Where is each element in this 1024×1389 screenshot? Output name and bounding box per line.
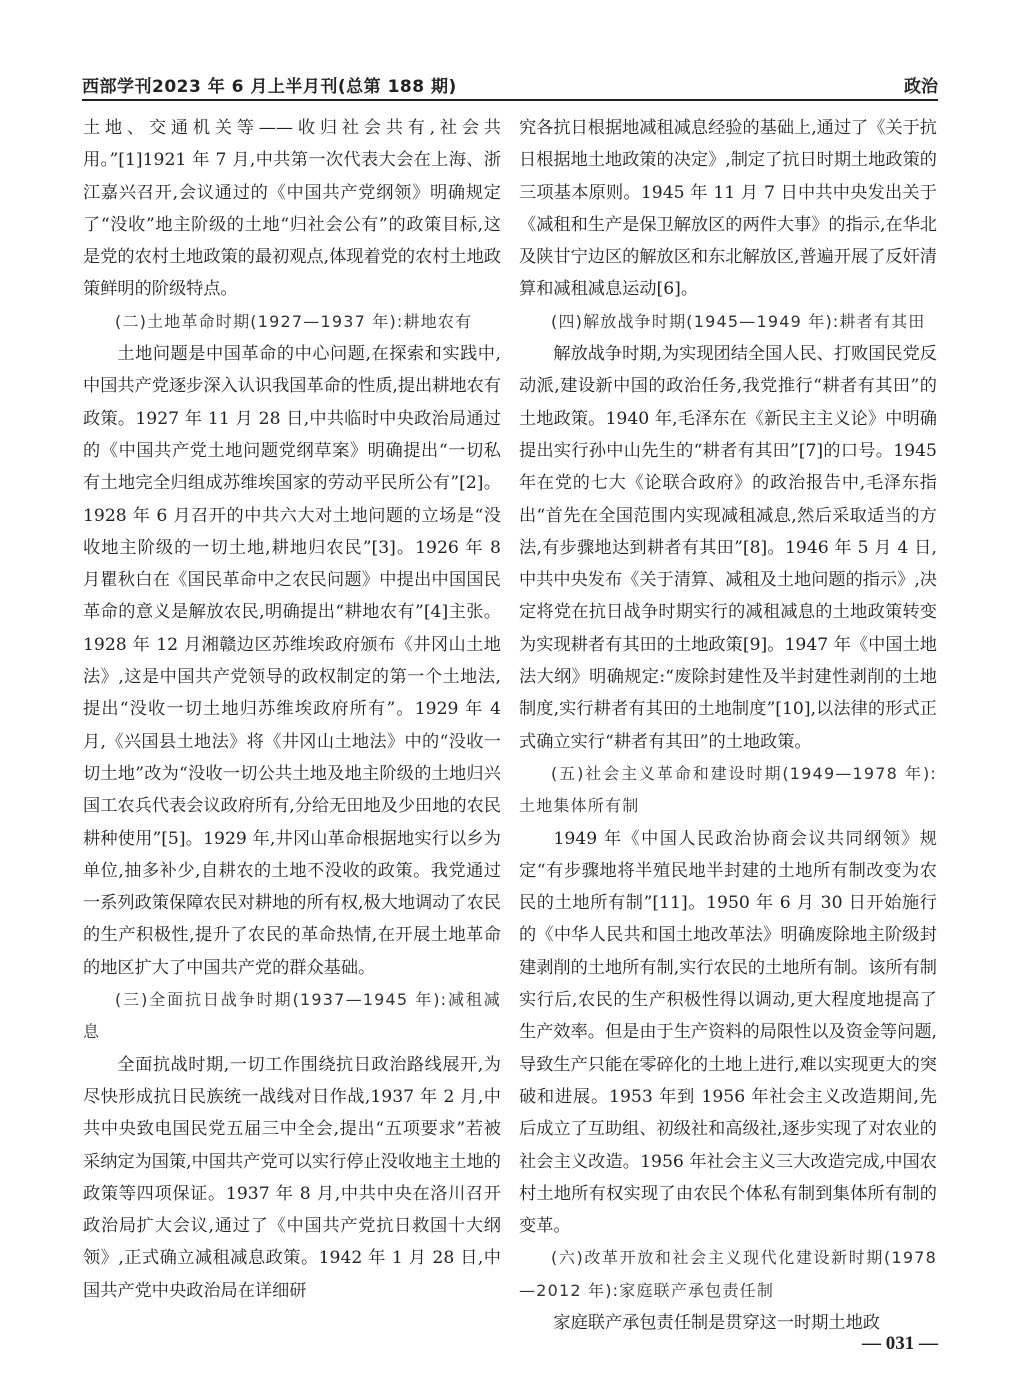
section-name: 政治: [904, 77, 938, 97]
running-header: [82, 72, 938, 102]
paragraph: 全面抗战时期,一切工作围绕抗日政治路线展开,为尽快形成抗日民族统一战线对日作战,1937 年 2 月,中共中央致电国民党五届三中全会,提出“五项要求”若被采纳定为国策,中国共产党可以实行停止没收地主土地的政策等四项保证。1937 年 8 月,中共中央在洛川召开政治局扩大会议,通过了《中国共产党抗日救国十大纲领》,正式确立减租减息政策。1942 年 1 月 28 日,中国共产党中央政治局在详细研: [83, 1054, 501, 1301]
paragraph: 家庭联产承包责任制是贯穿这一时期土地政: [553, 1312, 880, 1333]
header-rule: [82, 99, 938, 101]
paragraph: 解放战争时期,为实现团结全国人民、打败国民党反动派,建设新中国的政治任务,我党推行“耕者有其田”的土地政策。1940 年,毛泽东在《新民主主义论》中明确提出实行孙中山先生的“耕者有其田”[7]的口号。1945 年在党的七大《论联合政府》的政治报告中,毛泽东指出“首先在全国范围内实现减租减息,然后采取适当的方法,有步骤地达到耕者有其田”[8]。1946 年 5 月 4 日,中共中央发布《关于清算、减租及土地问题的指示》,决定将党在抗日战争时期实行的减租减息的土地政策转变为实现耕者有其田的土地政策[9]。1947 年《中国土地法大纲》明确规定:“废除封建性及半封建性剥削的土地制度,实行耕者有其田的土地制度”[10],以法律的形式正式确立实行“耕者有其田”的土地政策。: [519, 344, 937, 752]
issue-info: 2023 年 6 月上半月刊(总第 188 期): [152, 77, 457, 97]
page-number: — 031 —: [862, 1333, 938, 1354]
section-heading: (二)土地革命时期(1927—1937 年):耕地农有: [115, 311, 473, 331]
section-heading: (四)解放战争时期(1945—1949 年):耕者有其田: [551, 311, 926, 331]
journal-issue: [82, 72, 457, 97]
paragraph: 1949 年《中国人民政治协商会议共同纲领》规定“有步骤地将半殖民地半封建的土地所有制改变为农民的土地所有制”[11]。1950 年 6 月 30 日开始施行的《中华人民共和国土地改革法》明确废除地主阶级封建剥削的土地所有制,实行农民的土地所有制。该所有制实行后,农民的生产积极性得以调动,更大程度地提高了生产效率。但是由于生产资料的局限性以及资金等问题,导致生产只能在零碎化的土地上进行,难以实现更大的突破和进展。1953 年到 1956 年社会主义改造期间,先后成立了互助组、初级社和高级社,逐步实现了对农业的社会主义改造。1956 年社会主义三大改造完成,中国农村土地所有权实现了由农民个体私有制到集体所有制的变革。: [519, 828, 937, 1237]
left-column: [83, 112, 501, 1307]
paragraph: 究各抗日根据地减租减息经验的基础上,通过了《关于抗日根据地土地政策的决定》,制定了抗日时期土地政策的三项基本原则。1945 年 11 月 7 日中共中央发出关于《减租和生产是保卫解放区的两件大事》的指示,在华北及陕甘宁边区的解放区和东北解放区,普遍开展了反奸清算和减租减息运动[6]。: [519, 118, 937, 300]
right-column: [519, 112, 937, 1339]
journal-name: 西部学刊: [82, 77, 152, 97]
section-heading: (六)改革开放和社会主义现代化建设新时期(1978—2012 年):家庭联产承包责任制: [519, 1248, 937, 1300]
section-heading: (三)全面抗日战争时期(1937—1945 年):减租减息: [83, 990, 501, 1042]
section-heading: (五)社会主义革命和建设时期(1949—1978 年):土地集体所有制: [519, 763, 937, 816]
paragraph: 土地问题是中国革命的中心问题,在探索和实践中,中国共产党逐步深入认识我国革命的性质,提出耕地农有政策。1927 年 11 月 28 日,中共临时中央政治局通过的《中国共产党土地问题党纲草案》明确提出“一切私有土地完全归组成苏维埃国家的劳动平民所公有”[2]。1928 年 6 月召开的中共六大对土地问题的立场是“没收地主阶级的一切土地,耕地归农民”[3]。1926 年 8 月瞿秋白在《国民革命中之农民问题》中提出中国国民革命的意义是解放农民,明确提出“耕地农有”[4]主张。1928 年 12 月湘赣边区苏维埃政府颁布《井冈山土地法》,这是中国共产党领导的政权制定的第一个土地法,提出“没收一切土地归苏维埃政府所有”。1929 年 4 月,《兴国县土地法》将《井冈山土地法》中的“没收一切土地”改为“没收一切公共土地及地主阶级的土地归兴国工农兵代表会议政府所有,分给无田地及少田地的农民耕种使用”[5]。1929 年,井冈山革命根据地实行以乡为单位,抽多补少,自耕农的土地不没收的政策。我党通过一系列政策保障农民对耕地的所有权,极大地调动了农民的生产积极性,提升了农民的革命热情,在开展土地革命的地区扩大了中国共产党的群众基础。: [83, 344, 501, 978]
paragraph: 土地、交通机关等——收归社会共有,社会共用。”[1]1921 年 7 月,中共第一次代表大会在上海、浙江嘉兴召开,会议通过的《中国共产党纲领》明确规定了“没收”地主阶级的土地“归社会公有”的政策目标,这是党的农村土地政策的最初观点,体现着党的农村土地政策鲜明的阶级特点。: [83, 118, 501, 300]
